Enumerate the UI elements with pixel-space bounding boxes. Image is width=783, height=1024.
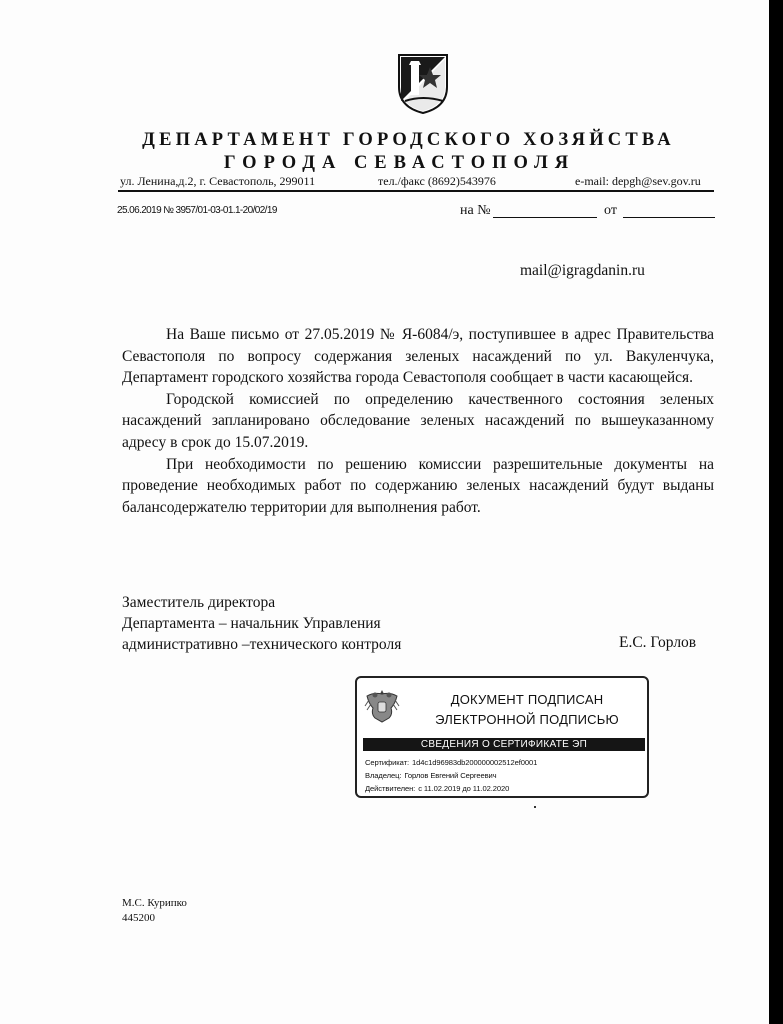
signer-name: Е.С. Горлов — [619, 634, 697, 651]
stamp-title — [409, 690, 645, 730]
reference-number-blank — [493, 217, 597, 218]
validity-value: с 11.02.2019 до 11.02.2020 — [418, 784, 510, 793]
owner-row — [365, 771, 497, 780]
organization-email: e-mail: depgh@sev.gov.ru — [575, 174, 701, 188]
body-paragraph: На Ваше письмо от 27.05.2019 № Я-6084/э, поступившее в адрес Правительства Севастополя по вопросу содержания зеленых насаждений по ул. Вакуленчука, Департамент городского хозяйства города Севастополя сообщает в части касающейся. — [122, 326, 714, 387]
signer-position-line3: административно –технического контроля — [122, 636, 402, 653]
addressee-email: mail@igragdanin.ru — [520, 262, 645, 279]
validity-label: Действителен: — [365, 784, 416, 793]
executor-info — [122, 896, 187, 926]
signer-position-line1: Заместитель директора — [122, 594, 276, 611]
certificate-value: 1d4c1d96983db200000002512ef0001 — [412, 758, 538, 767]
executor-name: М.С. Курипко — [122, 897, 187, 909]
header-divider — [118, 190, 714, 192]
russian-coat-of-arms-icon — [363, 686, 401, 726]
certificate-row — [365, 758, 537, 767]
stamp-title-line2: ЭЛЕКТРОННОЙ ПОДПИСЬЮ — [435, 712, 619, 727]
validity-row — [365, 784, 509, 793]
reference-date-label: от — [604, 203, 617, 218]
organization-name-line2: ГОРОДА СЕВАСТОПОЛЯ — [223, 153, 576, 173]
letter-body — [122, 324, 714, 518]
body-paragraph: Городской комиссией по определению качественного состояния зеленых насаждений запланировано обследование зеленых насаждений по вышеуказанному адресу в срок до 15.07.2019. — [122, 390, 714, 451]
sevastopol-coat-of-arms-icon — [397, 53, 449, 115]
certificate-info-bar: СВЕДЕНИЯ О СЕРТИФИКАТЕ ЭП — [363, 738, 645, 751]
certificate-label: Сертификат: — [365, 758, 410, 767]
signer-position-line2: Департамента – начальник Управления — [122, 615, 381, 632]
organization-name-line1: ДЕПАРТАМЕНТ ГОРОДСКОГО ХОЗЯЙСТВА — [142, 130, 675, 150]
outgoing-registration-number: 25.06.2019 № 3957/01-03-01.1-20/02/19 — [117, 205, 277, 216]
body-paragraph: При необходимости по решению комиссии разрешительные документы на проведение необходимых работ по содержанию зеленых насаждений будут выданы балансодержателю территории для выполнения работ. — [122, 455, 714, 516]
electronic-signature-stamp — [355, 676, 649, 798]
reference-number-label: на № — [460, 203, 491, 218]
stamp-title-line1: ДОКУМЕНТ ПОДПИСАН — [450, 692, 604, 707]
signer-position — [122, 592, 401, 655]
organization-address: ул. Ленина,д.2, г. Севастополь, 299011 — [120, 174, 316, 188]
owner-value: Горлов Евгений Сергеевич — [404, 771, 497, 780]
owner-label: Владелец: — [365, 771, 402, 780]
organization-phone: тел./факс (8692)543976 — [378, 174, 496, 188]
reference-date-blank — [623, 217, 715, 218]
executor-phone: 445200 — [122, 912, 155, 924]
scan-speck — [534, 806, 536, 808]
